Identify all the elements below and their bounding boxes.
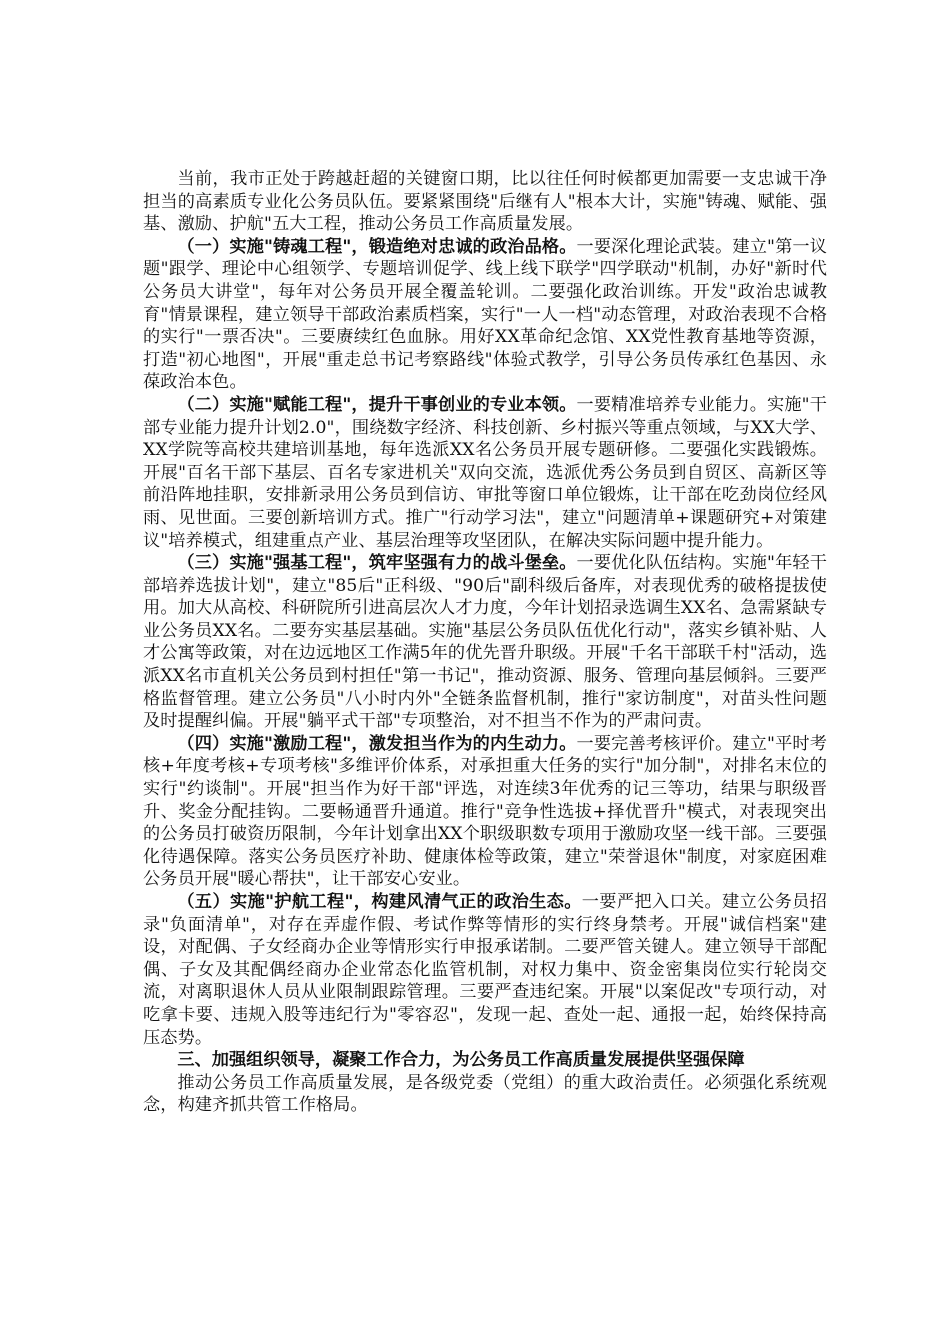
paragraph-text: 一要优化队伍结构。实施"年轻干部培养选拔计划"，建立"85后"正科级、"90后"副科级后备库，对表现优秀的破格提拔使用。加大从高校、科研院所引进高层次人才力度，今年计划招录选调生XX名、急需紧缺专业公务员XX名。二要夯实基层基础。实施"基层公务员队伍优化行动"，落实乡镇补贴、人才公寓等政策，对在边远地区工作满5年的优先晋升职级。开展"千名干部联千村"活动，选派XX名市直机关公务员到村担任"第一书记"，推动资源、服务、管理向基层倾斜。三要严格监督管理。建立公务员"八小时内外"全链条监督机制，推行"家访制度"，对苗头性问题及时提醒纠偏。开展"躺平式干部"专项整治，对不担当不作为的严肃问责。 — [143, 553, 827, 732]
section-three-paragraph — [143, 552, 827, 733]
document-page — [143, 168, 827, 1117]
section-one-paragraph — [143, 236, 827, 394]
section-heading: 三、加强组织领导，凝聚工作合力，为公务员工作高质量发展提供坚强保障 — [177, 1050, 745, 1071]
paragraph-text: 一要深化理论武装。建立"第一议题"跟学、理论中心组领学、专题培训促学、线上线下联学"四学联动"机制，办好"新时代公务员大讲堂"，每年对公务员开展全覆盖轮训。二要强化政治训练。开发"政治忠诚教育"情景课程，建立领导干部政治素质档案，实行"一人一档"动态管理，对政治表现不合格的实行"一票否决"。三要赓续红色血脉。用好XX革命纪念馆、XX党性教育基地等资源，打造"初心地图"，开展"重走总书记考察路线"体验式教学，引导公务员传承红色基因、永葆政治本色。 — [143, 236, 827, 393]
paragraph-lead: （四）实施"激励工程"，激发担当作为的内生动力。 — [177, 733, 577, 754]
paragraph-lead: （五）实施"护航工程"，构建风清气正的政治生态。 — [177, 892, 582, 912]
paragraph-text: 一要严把入口关。建立公务员招录"负面清单"，对存在弄虚作假、考试作弊等情形的实行终身禁考。开展"诚信档案"建设，对配偶、子女经商办企业等情形实行申报承诺制。二要严管关键人。建立领导干部配偶、子女及其配偶经商办企业常态化监管机制，对权力集中、资金密集岗位实行轮岗交流，对离职退休人员从业限制跟踪管理。三要严查违纪案。开展"以案促改"专项行动，对吃拿卡要、违规入股等违纪行为"零容忍"，发现一起、查处一起、通报一起，始终保持高压态势。 — [143, 892, 828, 1048]
paragraph-text: 一要精准培养专业能力。实施"干部专业能力提升计划2.0"，围绕数字经济、科技创新、乡村振兴等重点领域，与XX大学、XX学院等高校共建培训基地，每年选派XX名公务员开展专题研修。二要强化实践锻炼。开展"百名干部下基层、百名专家进机关"双向交流，选派优秀公务员到自贸区、高新区等前沿阵地挂职，安排新录用公务员到信访、审批等窗口单位锻炼，让干部在吃劲岗位经风雨、见世面。三要创新培训方式。推广"行动学习法"，建立"问题清单+课题研究+对策建议"培养模式，组建重点产业、基层治理等攻坚团队，在解决实际问题中提升能力。 — [143, 394, 827, 551]
intro-paragraph — [143, 168, 827, 236]
paragraph-lead: （三）实施"强基工程"，筑牢坚强有力的战斗堡垒。 — [177, 553, 577, 574]
section-five-paragraph — [143, 891, 827, 1049]
paragraph-text: 当前，我市正处于跨越赶超的关键窗口期，比以往任何时候都更加需要一支忠诚干净担当的高素质专业化公务员队伍。要紧紧围绕"后继有人"根本大计，实施"铸魂、赋能、强基、激励、护航"五大工程，推动公务员工作高质量发展。 — [143, 169, 827, 235]
closing-paragraph: 推动公务员工作高质量发展，是各级党委（党组）的重大政治责任。必须强化系统观念，构建齐抓共管工作格局。 — [143, 1072, 827, 1116]
paragraph-lead: （二）实施"赋能工程"，提升干事创业的专业本领。 — [177, 394, 577, 415]
section-four-paragraph — [143, 733, 827, 891]
section-two-paragraph — [143, 394, 827, 552]
paragraph-lead: （一）实施"铸魂工程"，锻造绝对忠诚的政治品格。 — [177, 236, 577, 257]
paragraph-text: 一要完善考核评价。建立"平时考核+年度考核+专项考核"多维评价体系，对承担重大任务的实行"加分制"，对排名末位的实行"约谈制"。开展"担当作为好干部"评选，对连续3年优秀的记三等功，结果与职级晋升、奖金分配挂钩。二要畅通晋升通道。推行"竞争性选拔+择优晋升"模式，对表现突出的公务员打破资历限制，今年计划拿出XX个职级职数专项用于激励攻坚一线干部。三要强化待遇保障。落实公务员医疗补助、健康体检等政策，建立"荣誉退休"制度，对家庭困难公务员开展"暖心帮扶"，让干部安心安业。 — [143, 733, 827, 890]
